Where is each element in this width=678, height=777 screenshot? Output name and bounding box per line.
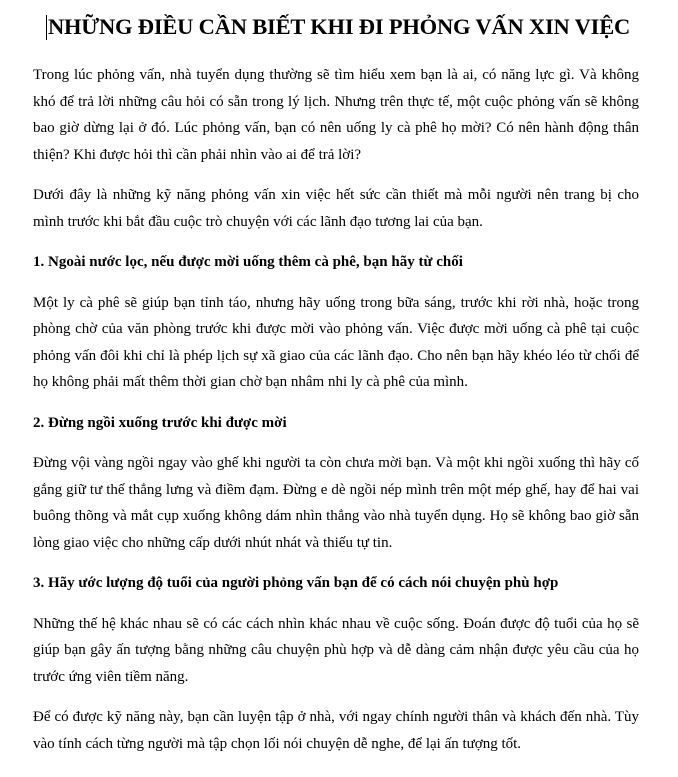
section-3-paragraph-2: Để có được kỹ năng này, bạn cần luyện tập ở nhà, với ngay chính người thân và khách đến nhà. Tùy vào tính cách từng người mà tập chọn lối nói chuyện dễ nghe, để lại ấn tượng tốt. <box>33 709 639 752</box>
section-1-heading: 1. Ngoài nước lọc, nếu được mời uống thêm cà phê, bạn hãy từ chối <box>33 254 463 270</box>
text-cursor <box>46 15 47 40</box>
section-3-paragraph-1: Những thế hệ khác nhau sẽ có các cách nhìn khác nhau về cuộc sống. Đoán được độ tuổi của họ sẽ giúp bạn gây ấn tượng bằng những câu chuyện phù hợp và dễ dàng cảm nhận được yêu cầu của họ trước ứng viên tiềm năng. <box>33 615 639 685</box>
section-2-paragraph: Đừng vội vàng ngồi ngay vào ghế khi người ta còn chưa mời bạn. Và một khi ngồi xuống thì hãy cố gắng giữ tư thế thẳng lưng và điềm đạm. Đừng e dè ngồi nép mình trên một mép ghế, hay để hai vai buông thõng và mắt cụp xuống không dám nhìn thẳng vào nhà tuyển dụng. Họ sẽ không bao giờ sẵn lòng giao việc cho những cấp dưới nhút nhát và thiếu tự tin. <box>33 455 639 551</box>
document-body[interactable] <box>33 62 639 771</box>
section-1-paragraph: Một ly cà phê sẽ giúp bạn tỉnh táo, nhưng hãy uống trong bữa sáng, trước khi rời nhà, hoặc trong phòng chờ của văn phòng trước khi được mời vào phỏng vấn. Việc được mời uống cà phê tại cuộc phỏng vấn đôi khi chỉ là phép lịch sự xã giao của các lãnh đạo. Cho nên bạn hãy khéo léo từ chối để họ không phải mất thêm thời gian chờ bạn nhâm nhi ly cà phê của mình. <box>33 294 639 390</box>
intro-paragraph-1: Trong lúc phỏng vấn, nhà tuyển dụng thường sẽ tìm hiểu xem bạn là ai, có năng lực gì. Và không khó để trả lời những câu hỏi có sẵn trong lý lịch. Nhưng trên thực tế, một cuộc phỏng vấn sẽ không bao giờ dừng lại ở đó. Lúc phỏng vấn, bạn có nên uống ly cà phê họ mời? Có nên hành động thân thiện? Khi được hỏi thì cần phải nhìn vào ai để trả lời? <box>33 67 639 163</box>
title-row <box>0 12 678 42</box>
section-2-heading: 2. Đừng ngồi xuống trước khi được mời <box>33 414 287 431</box>
document-title-text: NHỮNG ĐIỀU CẦN BIẾT KHI ĐI PHỎNG VẤN XIN VIỆC <box>47 14 631 39</box>
document-title[interactable] <box>48 12 630 42</box>
section-3-heading: 3. Hãy ước lượng độ tuổi của người phỏng vấn bạn để có cách nói chuyện phù hợp <box>33 575 559 591</box>
intro-paragraph-2: Dưới đây là những kỹ năng phỏng vấn xin việc hết sức cần thiết mà mỗi người nên trang bị cho mình trước khi bắt đầu cuộc trò chuyện với các lãnh đạo tương lai của bạn. <box>33 187 639 230</box>
